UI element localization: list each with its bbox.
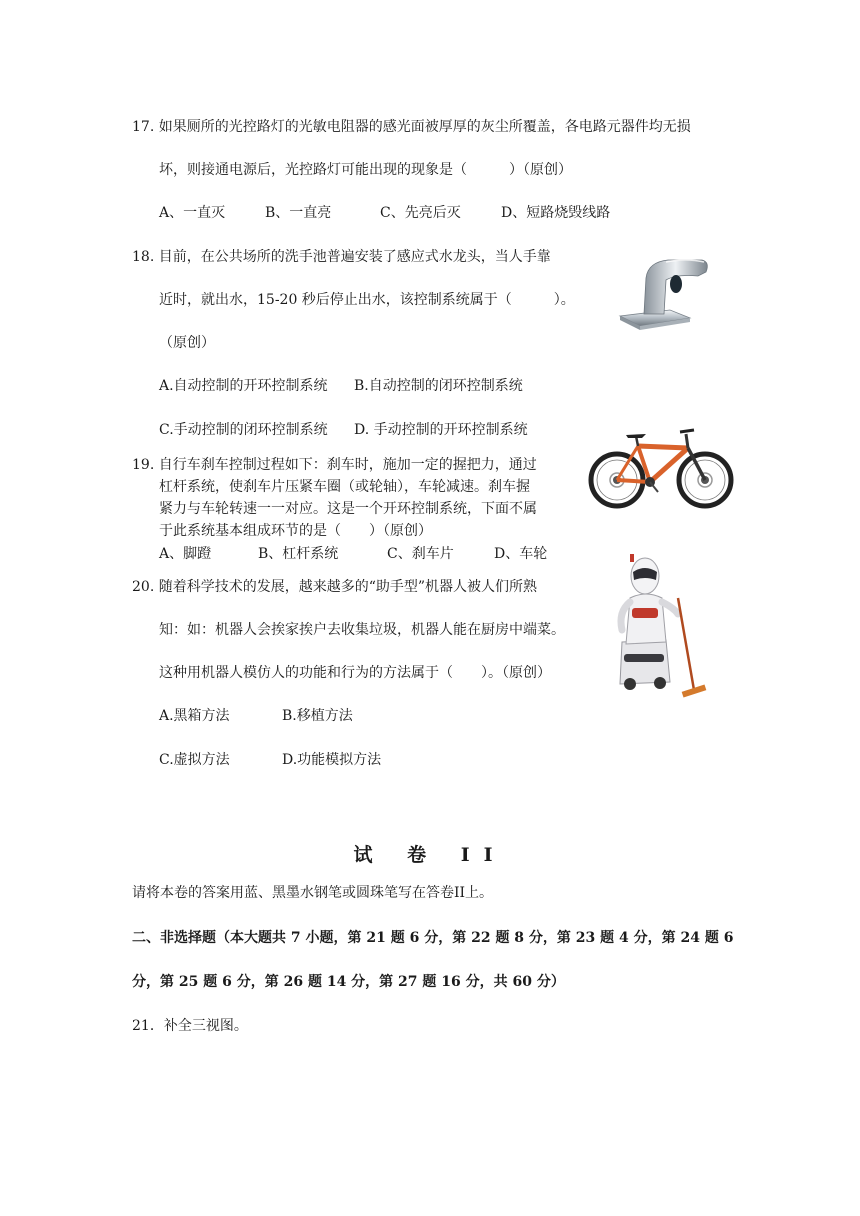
q18-line-2: 近时，就出水，15-20 秒后停止出水，该控制系统属于（ ）。	[159, 292, 575, 308]
q17-option-a: A、一直灭	[159, 205, 226, 221]
robot-image	[608, 550, 708, 704]
q18-line-3: （原创）	[159, 335, 215, 351]
question-21: 21．补全三视图。	[132, 1018, 248, 1034]
q18-option-d: D. 手动控制的开环控制系统	[354, 422, 528, 438]
q20-line-2: 知：如：机器人会挨家挨户去收集垃圾，机器人能在厨房中端菜。	[159, 622, 565, 638]
q19-line-3: 紧力与车轮转速一一对应。这是一个开环控制系统，下面不属	[159, 501, 537, 517]
q17-option-c: C、先亮后灭	[380, 205, 461, 221]
faucet-image	[606, 250, 722, 332]
q20-line-1: 20. 随着科学技术的发展，越来越多的“助手型”机器人被人们所熟	[132, 579, 538, 595]
q17-line-2: 坏，则接通电源后，光控路灯可能出现的现象是（ ）（原创）	[159, 162, 572, 178]
q17-option-d: D、短路烧毁线路	[501, 205, 611, 221]
section-heading-line-2: 分，第 25 题 6 分，第 26 题 14 分，第 27 题 16 分，共 60 分）	[132, 974, 565, 990]
q20-option-d: D.功能模拟方法	[282, 752, 382, 768]
q17-option-b: B、一直亮	[265, 205, 332, 221]
section-instruction: 请将本卷的答案用蓝、黑墨水钢笔或圆珠笔写在答卷II上。	[132, 885, 494, 901]
q17-line-1: 17. 如果厕所的光控路灯的光敏电阻器的感光面被厚厚的灰尘所覆盖，各电路元器件均无损	[132, 119, 691, 135]
q19-option-d: D、车轮	[494, 546, 548, 562]
section-heading-line-1: 二、非选择题（本大题共 7 小题，第 21 题 6 分，第 22 题 8 分，第 23 题 4 分，第 24 题 6	[132, 930, 734, 946]
q20-option-c: C.虚拟方法	[159, 752, 230, 768]
q19-option-c: C、刹车片	[387, 546, 454, 562]
bicycle-image	[588, 422, 736, 514]
q19-line-1: 19. 自行车刹车控制过程如下：刹车时，施加一定的握把力，通过	[132, 457, 537, 473]
q19-option-b: B、杠杆系统	[258, 546, 339, 562]
q18-option-b: B.自动控制的闭环控制系统	[354, 378, 523, 394]
q19-line-2: 杠杆系统，使刹车片压紧车圈（或轮轴），车轮减速。刹车握	[159, 479, 530, 495]
q18-option-a: A.自动控制的开环控制系统	[159, 378, 328, 394]
q19-option-a: A、脚蹬	[159, 546, 212, 562]
q20-option-b: B.移植方法	[282, 708, 353, 724]
section-title: 试 卷 II	[353, 844, 507, 866]
q18-option-c: C.手动控制的闭环控制系统	[159, 422, 328, 438]
q20-line-3: 这种用机器人模仿人的功能和行为的方法属于（ ）。（原创）	[159, 665, 551, 681]
q19-line-4: 于此系统基本组成环节的是（ ）（原创）	[159, 523, 432, 539]
q20-option-a: A.黑箱方法	[159, 708, 230, 724]
q18-line-1: 18. 目前，在公共场所的洗手池普遍安装了感应式水龙头，当人手靠	[132, 249, 551, 265]
